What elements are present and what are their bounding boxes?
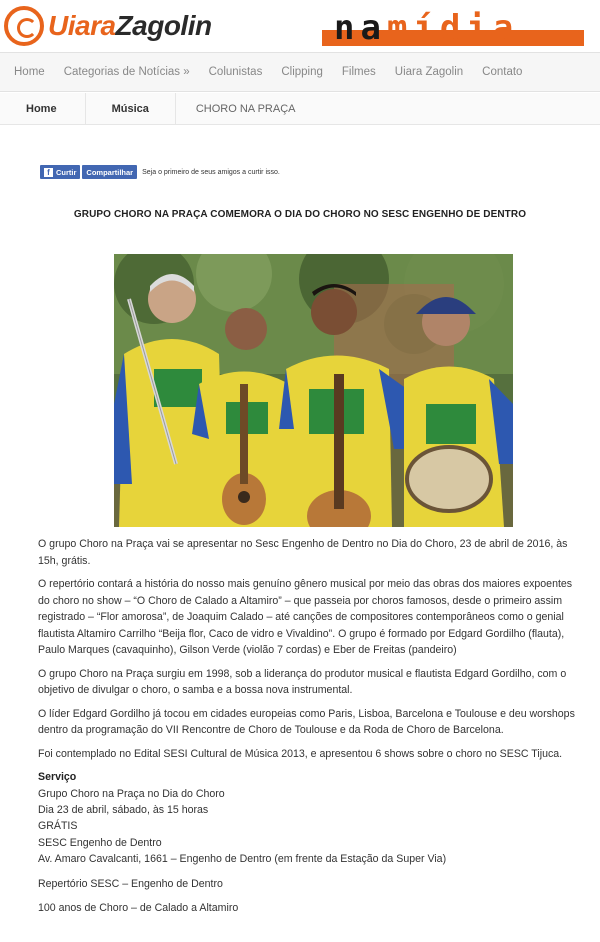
share-label: Compartilhar xyxy=(86,167,134,177)
post-title: GRUPO CHORO NA PRAÇA COMEMORA O DIA DO CHORO NO SESC ENGENHO DE DENTRO xyxy=(73,209,527,220)
namidia-part-b: mídia xyxy=(386,8,520,48)
breadcrumb-category[interactable]: Música xyxy=(86,93,176,124)
site-logo[interactable] xyxy=(4,6,212,46)
nav-item-uiara-zagolin[interactable]: Uiara Zagolin xyxy=(394,66,464,78)
article-paragraph: O repertório contará a história do nosso mais genuíno gênero musical por meio das obras dos maiores expoentes do choro no show – “O Choro de Calado a Altamiro” – que passeia por choros famosos, desde o primeiro assim registrado – “Flor amorosa”, de Joaquim Calado – até canções de compositores contemporâneos como o genial flautista Altamiro Carrilho “Beija flor, Caco de vidro e Vivaldino”. O grupo é formado por Edgard Gordilho (flauta), Paulo Marques (cavaquinho), Gilson Verde (violão 7 cordas) e Eber de Freitas (pandeiro) xyxy=(38,578,573,656)
nav-item-categorias[interactable]: Categorias de Notícias » xyxy=(63,66,190,78)
article-paragraph: O grupo Choro na Praça surgiu em 1998, sob a liderança do produtor musical e flautista Edgard Gordilho, com o objetivo de divulgar o choro, o samba e a bossa nova instrumental. xyxy=(38,667,567,696)
facebook-social-bar xyxy=(40,165,280,179)
service-line: Av. Amaro Cavalcanti, 1661 – Engenho de Dentro (em frente da Estação da Super Via) xyxy=(38,853,447,866)
service-title: Serviço xyxy=(38,771,77,783)
nav-item-clipping[interactable]: Clipping xyxy=(281,66,323,78)
service-line: GRÁTIS xyxy=(38,820,78,833)
article-body xyxy=(38,536,583,924)
article-paragraph: O líder Edgard Gordilho já tocou em cidades europeias como Paris, Lisboa, Barcelona e Toulouse e deu worshops dentro da programação do VII Rencontre de Choro de Toulouse e da Roda de Choro de Barcelona. xyxy=(38,707,575,736)
breadcrumb xyxy=(0,93,600,125)
service-line: Grupo Choro na Praça no Dia do Choro xyxy=(38,787,225,800)
main-nav xyxy=(0,52,600,92)
logo-first-name: Uiara xyxy=(48,10,116,41)
article-paragraph: O grupo Choro na Praça vai se apresentar no Sesc Engenho de Dentro no Dia do Choro, 23 de abril de 2016, às 15h, grátis. xyxy=(38,538,568,567)
facebook-icon: f xyxy=(44,168,53,177)
like-label: Curtir xyxy=(56,167,77,177)
service-details xyxy=(38,786,583,868)
facebook-friends-text: Seja o primeiro de seus amigos a curtir isso. xyxy=(142,168,280,176)
facebook-like-button[interactable] xyxy=(40,165,80,179)
nav-item-contato[interactable]: Contato xyxy=(482,66,523,78)
nav-item-filmes[interactable]: Filmes xyxy=(341,66,376,78)
facebook-share-button[interactable] xyxy=(82,165,137,179)
site-header xyxy=(0,0,600,50)
repertoire-line: Repertório SESC – Engenho de Dentro xyxy=(38,877,223,890)
article-paragraph: Foi contemplado no Edital SESI Cultural de Música 2013, e apresentou 6 shows sobre o choro no SESC Tijuca. xyxy=(38,747,563,760)
breadcrumb-current: CHORO NA PRAÇA xyxy=(195,102,296,115)
band-photo xyxy=(114,254,513,527)
logo-last-name: Zagolin xyxy=(115,10,212,41)
namidia-banner xyxy=(322,8,584,48)
service-line: SESC Engenho de Dentro xyxy=(38,836,162,849)
breadcrumb-home[interactable]: Home xyxy=(0,93,86,124)
namidia-part-a: na xyxy=(334,8,387,48)
logo-mark-icon xyxy=(4,6,44,46)
show-name-line: 100 anos de Choro – de Calado a Altamiro xyxy=(38,902,239,915)
logo-text xyxy=(48,10,212,42)
nav-item-colunistas[interactable]: Colunistas xyxy=(208,66,263,78)
namidia-text xyxy=(334,8,519,48)
nav-item-home[interactable]: Home xyxy=(14,66,45,78)
service-line: Dia 23 de abril, sábado, às 15 horas xyxy=(38,803,209,816)
